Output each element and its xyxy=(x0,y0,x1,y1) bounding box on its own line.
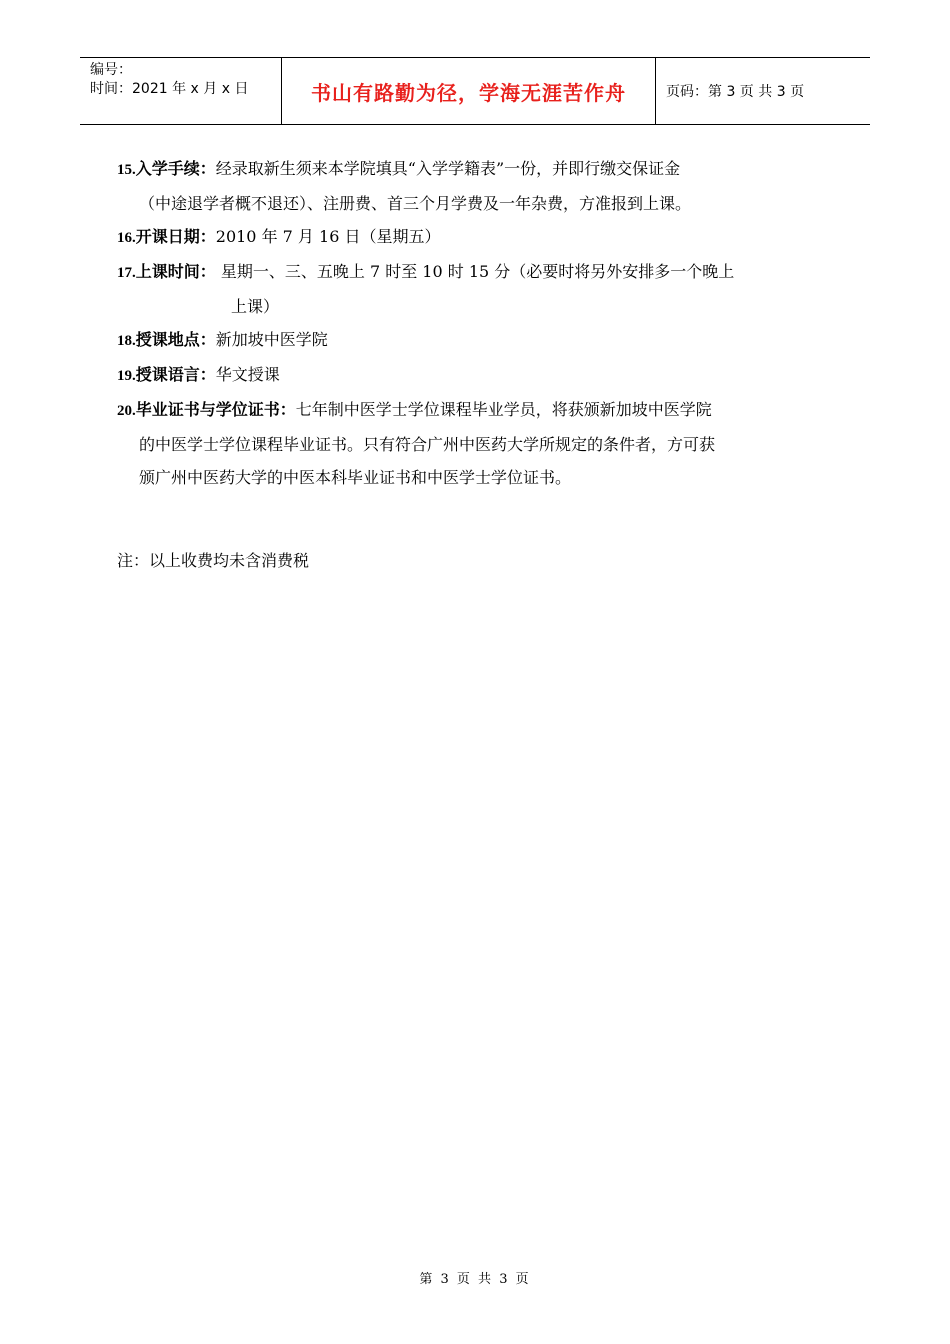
header-page-info: 页码：第 3 页 共 3 页 xyxy=(666,84,805,100)
item-label: 入学手续： xyxy=(135,159,216,178)
page-footer: 第 3 页 共 3 页 xyxy=(419,1272,531,1287)
item-text: 星期一、三、五晚上 7 时至 10 时 15 分（必要时将另外安排多一个晚上 xyxy=(215,262,735,281)
item-number: 19. xyxy=(117,368,136,384)
header-motto: 书山有路勤为径，学海无涯苦作舟 xyxy=(282,58,656,124)
list-item-15 xyxy=(117,152,837,220)
item-label: 授课语言： xyxy=(135,365,216,384)
item-number: 16. xyxy=(117,230,136,246)
item-text: 七年制中医学士学位课程毕业学员，将获颁新加坡中医学院 xyxy=(295,400,712,419)
item-text-continued: 颁广州中医药大学的中医本科毕业证书和中医学士学位证书。 xyxy=(139,468,572,487)
list-item-18 xyxy=(117,323,837,358)
item-text-continued: 的中医学士学位课程毕业证书。只有符合广州中医药大学所规定的条件者，方可获 xyxy=(139,435,716,454)
item-text: 经录取新生须来本学院填具“入学学籍表”一份，并即行缴交保证金 xyxy=(215,159,681,178)
header-meta xyxy=(80,58,282,124)
list-item-17 xyxy=(117,255,837,323)
page-header xyxy=(80,57,870,125)
item-label: 授课地点： xyxy=(135,330,216,349)
document-body xyxy=(117,152,837,494)
fee-note: 注：以上收费均未含消费税 xyxy=(117,551,310,570)
item-label: 毕业证书与学位证书： xyxy=(135,400,296,419)
document-date: 时间：2021 年 x 月 x 日 xyxy=(90,81,249,97)
item-label: 上课时间： xyxy=(135,262,216,281)
item-number: 15. xyxy=(117,162,136,178)
item-text-continued: 上课） xyxy=(231,297,280,316)
item-text-continued: （中途退学者概不退还）、注册费、首三个月学费及一年杂费，方准报到上课。 xyxy=(139,194,692,213)
item-text: 华文授课 xyxy=(215,365,280,384)
item-text: 新加坡中医学院 xyxy=(215,330,328,349)
list-item-19 xyxy=(117,358,837,393)
list-item-16 xyxy=(117,220,837,255)
list-item-20 xyxy=(117,393,837,494)
document-number-label: 编号： xyxy=(90,62,132,78)
item-number: 18. xyxy=(117,333,136,349)
item-text: 2010 年 7 月 16 日（星期五） xyxy=(215,227,441,246)
item-label: 开课日期： xyxy=(135,227,216,246)
item-number: 17. xyxy=(117,265,136,281)
item-number: 20. xyxy=(117,403,136,419)
